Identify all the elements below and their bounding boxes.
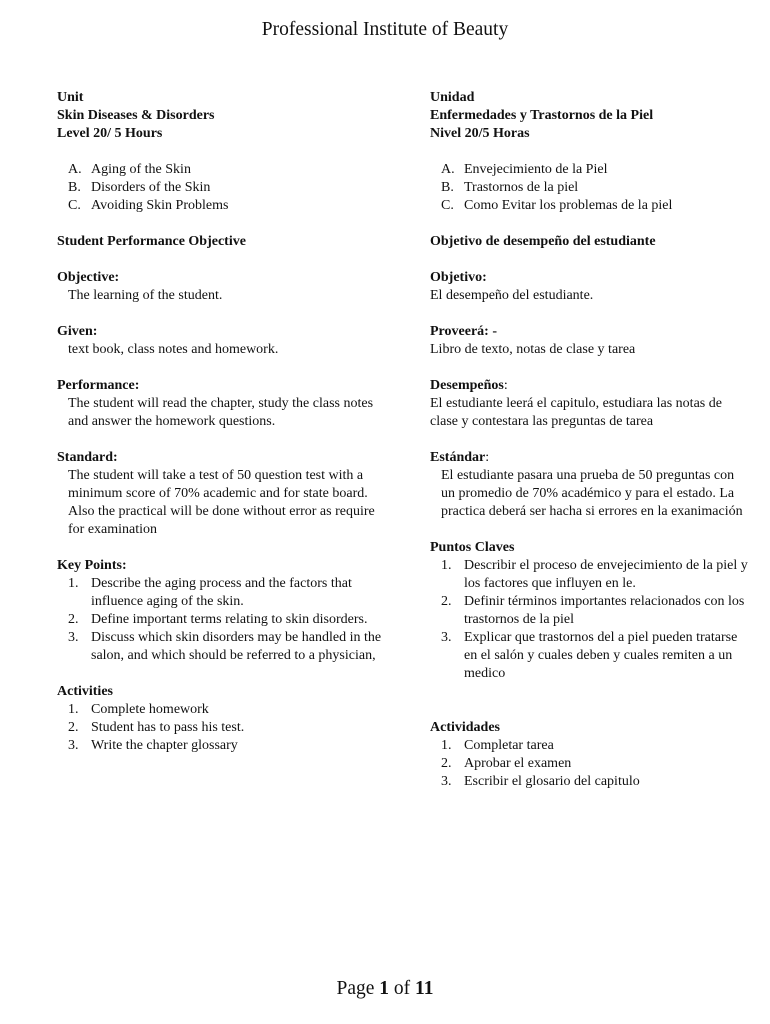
keypoints-list: [57, 575, 387, 665]
unit-name: Skin Diseases & Disorders: [57, 108, 215, 123]
standard-text: El estudiante pasara una prueba de 50 preguntas con un promedio de 70% académico y para el estado. La practica deberá ser hacha si errores en la exanimación: [441, 468, 743, 519]
list-item-text: Escribir el glosario del capitulo: [464, 774, 640, 789]
list-item-text: Complete homework: [91, 702, 209, 717]
spo-heading: Objetivo de desempeño del estudiante: [430, 234, 656, 249]
standard-block: Estándar: El estudiante pasara una prueba de 50 preguntas con un promedio de 70% académico y para el estado. La practica deberá ser hacha si errores en la exanimación: [430, 449, 750, 521]
list-item-text: Trastornos de la piel: [464, 180, 579, 195]
performance-text: El estudiante leerá el capitulo, estudiara las notas de clase y contestara las preguntas de tarea: [430, 396, 722, 429]
unit-level: Level 20/ 5 Hours: [57, 126, 163, 141]
list-item-text: Student has to pass his test.: [91, 720, 245, 735]
performance-block: [57, 377, 387, 431]
objective-label: Objetivo:: [430, 270, 487, 285]
standard-block: [57, 449, 387, 539]
page-title: Professional Institute of Beauty: [261, 19, 509, 40]
unit-block: [57, 89, 387, 143]
spo-block: [430, 233, 750, 251]
unit-block: [430, 89, 750, 143]
list-item-text: Define important terms relating to skin disorders.: [91, 612, 368, 627]
objective-text: El desempeño del estudiante.: [430, 288, 594, 303]
activities-label: Activities: [57, 684, 113, 699]
list-item-text: Describe the aging process and the factors that influence aging of the skin.: [91, 576, 352, 609]
list-marker: 1.: [68, 702, 79, 717]
list-item-text: Explicar que trastornos del a piel pueden tratarse en el salón y cuales deben y cuales remiten a un medico: [464, 630, 738, 681]
keypoints-label: Key Points:: [57, 558, 127, 573]
list-item: [57, 611, 387, 629]
list-item: [57, 179, 387, 197]
standard-label: Standard:: [57, 450, 118, 465]
list-marker: 3.: [441, 774, 452, 789]
list-item: [430, 593, 750, 629]
list-item: [430, 197, 750, 215]
list-item: [57, 197, 387, 215]
list-item: [430, 737, 750, 755]
unit-label: Unit: [57, 90, 84, 105]
activities-block: [57, 683, 387, 755]
list-marker: 3.: [441, 630, 452, 645]
activities-block: [430, 719, 750, 791]
list-item: [57, 575, 387, 611]
list-item: [57, 629, 387, 665]
list-item: [57, 737, 387, 755]
objective-text: The learning of the student.: [68, 288, 223, 303]
activities-list: [430, 737, 750, 791]
list-item: [430, 629, 750, 683]
standard-text: The student will take a test of 50 question test with a minimum score of 70% academic and for state board. Also the practical will be done without error as require for examination: [68, 468, 375, 537]
objective-label: Objective:: [57, 270, 120, 285]
keypoints-block: [430, 539, 750, 683]
given-text: text book, class notes and homework.: [68, 342, 279, 357]
list-marker: A.: [441, 162, 455, 177]
list-marker: C.: [441, 198, 454, 213]
unit-label: Unidad: [430, 90, 475, 105]
list-item: [430, 773, 750, 791]
keypoints-list: [430, 557, 750, 683]
list-marker: B.: [441, 180, 454, 195]
list-item-text: Envejecimiento de la Piel: [464, 162, 608, 177]
given-text: Libro de texto, notas de clase y tarea: [430, 342, 636, 357]
list-item-text: Aprobar el examen: [464, 756, 572, 771]
list-marker: 2.: [68, 612, 79, 627]
page-current: 1: [379, 978, 390, 999]
spacer: [430, 701, 750, 719]
given-label: Given:: [57, 324, 98, 339]
list-item: [57, 701, 387, 719]
list-item: [430, 557, 750, 593]
activities-list: [57, 701, 387, 755]
list-item: [57, 161, 387, 179]
list-item-text: Completar tarea: [464, 738, 554, 753]
list-item-text: Discuss which skin disorders may be handled in the salon, and which should be referred to a physician,: [91, 630, 382, 663]
list-marker: 1.: [441, 738, 452, 753]
list-marker: 1.: [441, 558, 452, 573]
keypoints-label: Puntos Claves: [430, 540, 515, 555]
unit-level: Nivel 20/5 Horas: [430, 126, 530, 141]
standard-label: Estándar: [430, 450, 486, 465]
list-item-text: Aging of the Skin: [91, 162, 191, 177]
list-marker: B.: [68, 180, 81, 195]
list-marker: 2.: [441, 756, 452, 771]
spanish-column: [430, 89, 750, 809]
list-item-text: Como Evitar los problemas de la piel: [464, 198, 673, 213]
objective-block: [57, 269, 387, 305]
performance-label: Desempeños: [430, 378, 504, 393]
objective-block: [430, 269, 750, 305]
list-marker: 3.: [68, 738, 79, 753]
page-word: Page: [336, 978, 375, 999]
list-item-text: Write the chapter glossary: [91, 738, 238, 753]
list-marker: C.: [68, 198, 81, 213]
performance-block: Desempeños: El estudiante leerá el capitulo, estudiara las notas de clase y contestara las preguntas de tarea: [430, 377, 750, 431]
activities-label: Actividades: [430, 720, 500, 735]
page-total: 11: [415, 978, 434, 999]
list-marker: 1.: [68, 576, 79, 591]
list-item: [430, 161, 750, 179]
spo-heading: Student Performance Objective: [57, 234, 246, 249]
list-item-text: Avoiding Skin Problems: [91, 198, 229, 213]
topic-list: [430, 161, 750, 215]
keypoints-block: [57, 557, 387, 665]
list-item-text: Disorders of the Skin: [91, 180, 211, 195]
list-item-text: Describir el proceso de envejecimiento de la piel y los factores que influyen en le.: [464, 558, 748, 591]
spo-block: [57, 233, 387, 251]
list-item-text: Definir términos importantes relacionados con los trastornos de la piel: [464, 594, 745, 627]
list-marker: 3.: [68, 630, 79, 645]
page-footer: [0, 978, 770, 1000]
list-item: [430, 179, 750, 197]
english-column: [57, 89, 387, 773]
list-marker: A.: [68, 162, 82, 177]
given-block: [430, 323, 750, 359]
given-block: [57, 323, 387, 359]
list-item: [430, 755, 750, 773]
performance-text: The student will read the chapter, study the class notes and answer the homework questions.: [68, 396, 374, 429]
list-item: [57, 719, 387, 737]
topic-list: [57, 161, 387, 215]
performance-label: Performance:: [57, 378, 140, 393]
given-label: Proveerá: -: [430, 324, 497, 339]
unit-name: Enfermedades y Trastornos de la Piel: [430, 108, 654, 123]
list-marker: 2.: [441, 594, 452, 609]
list-marker: 2.: [68, 720, 79, 735]
of-word: of: [393, 978, 411, 999]
